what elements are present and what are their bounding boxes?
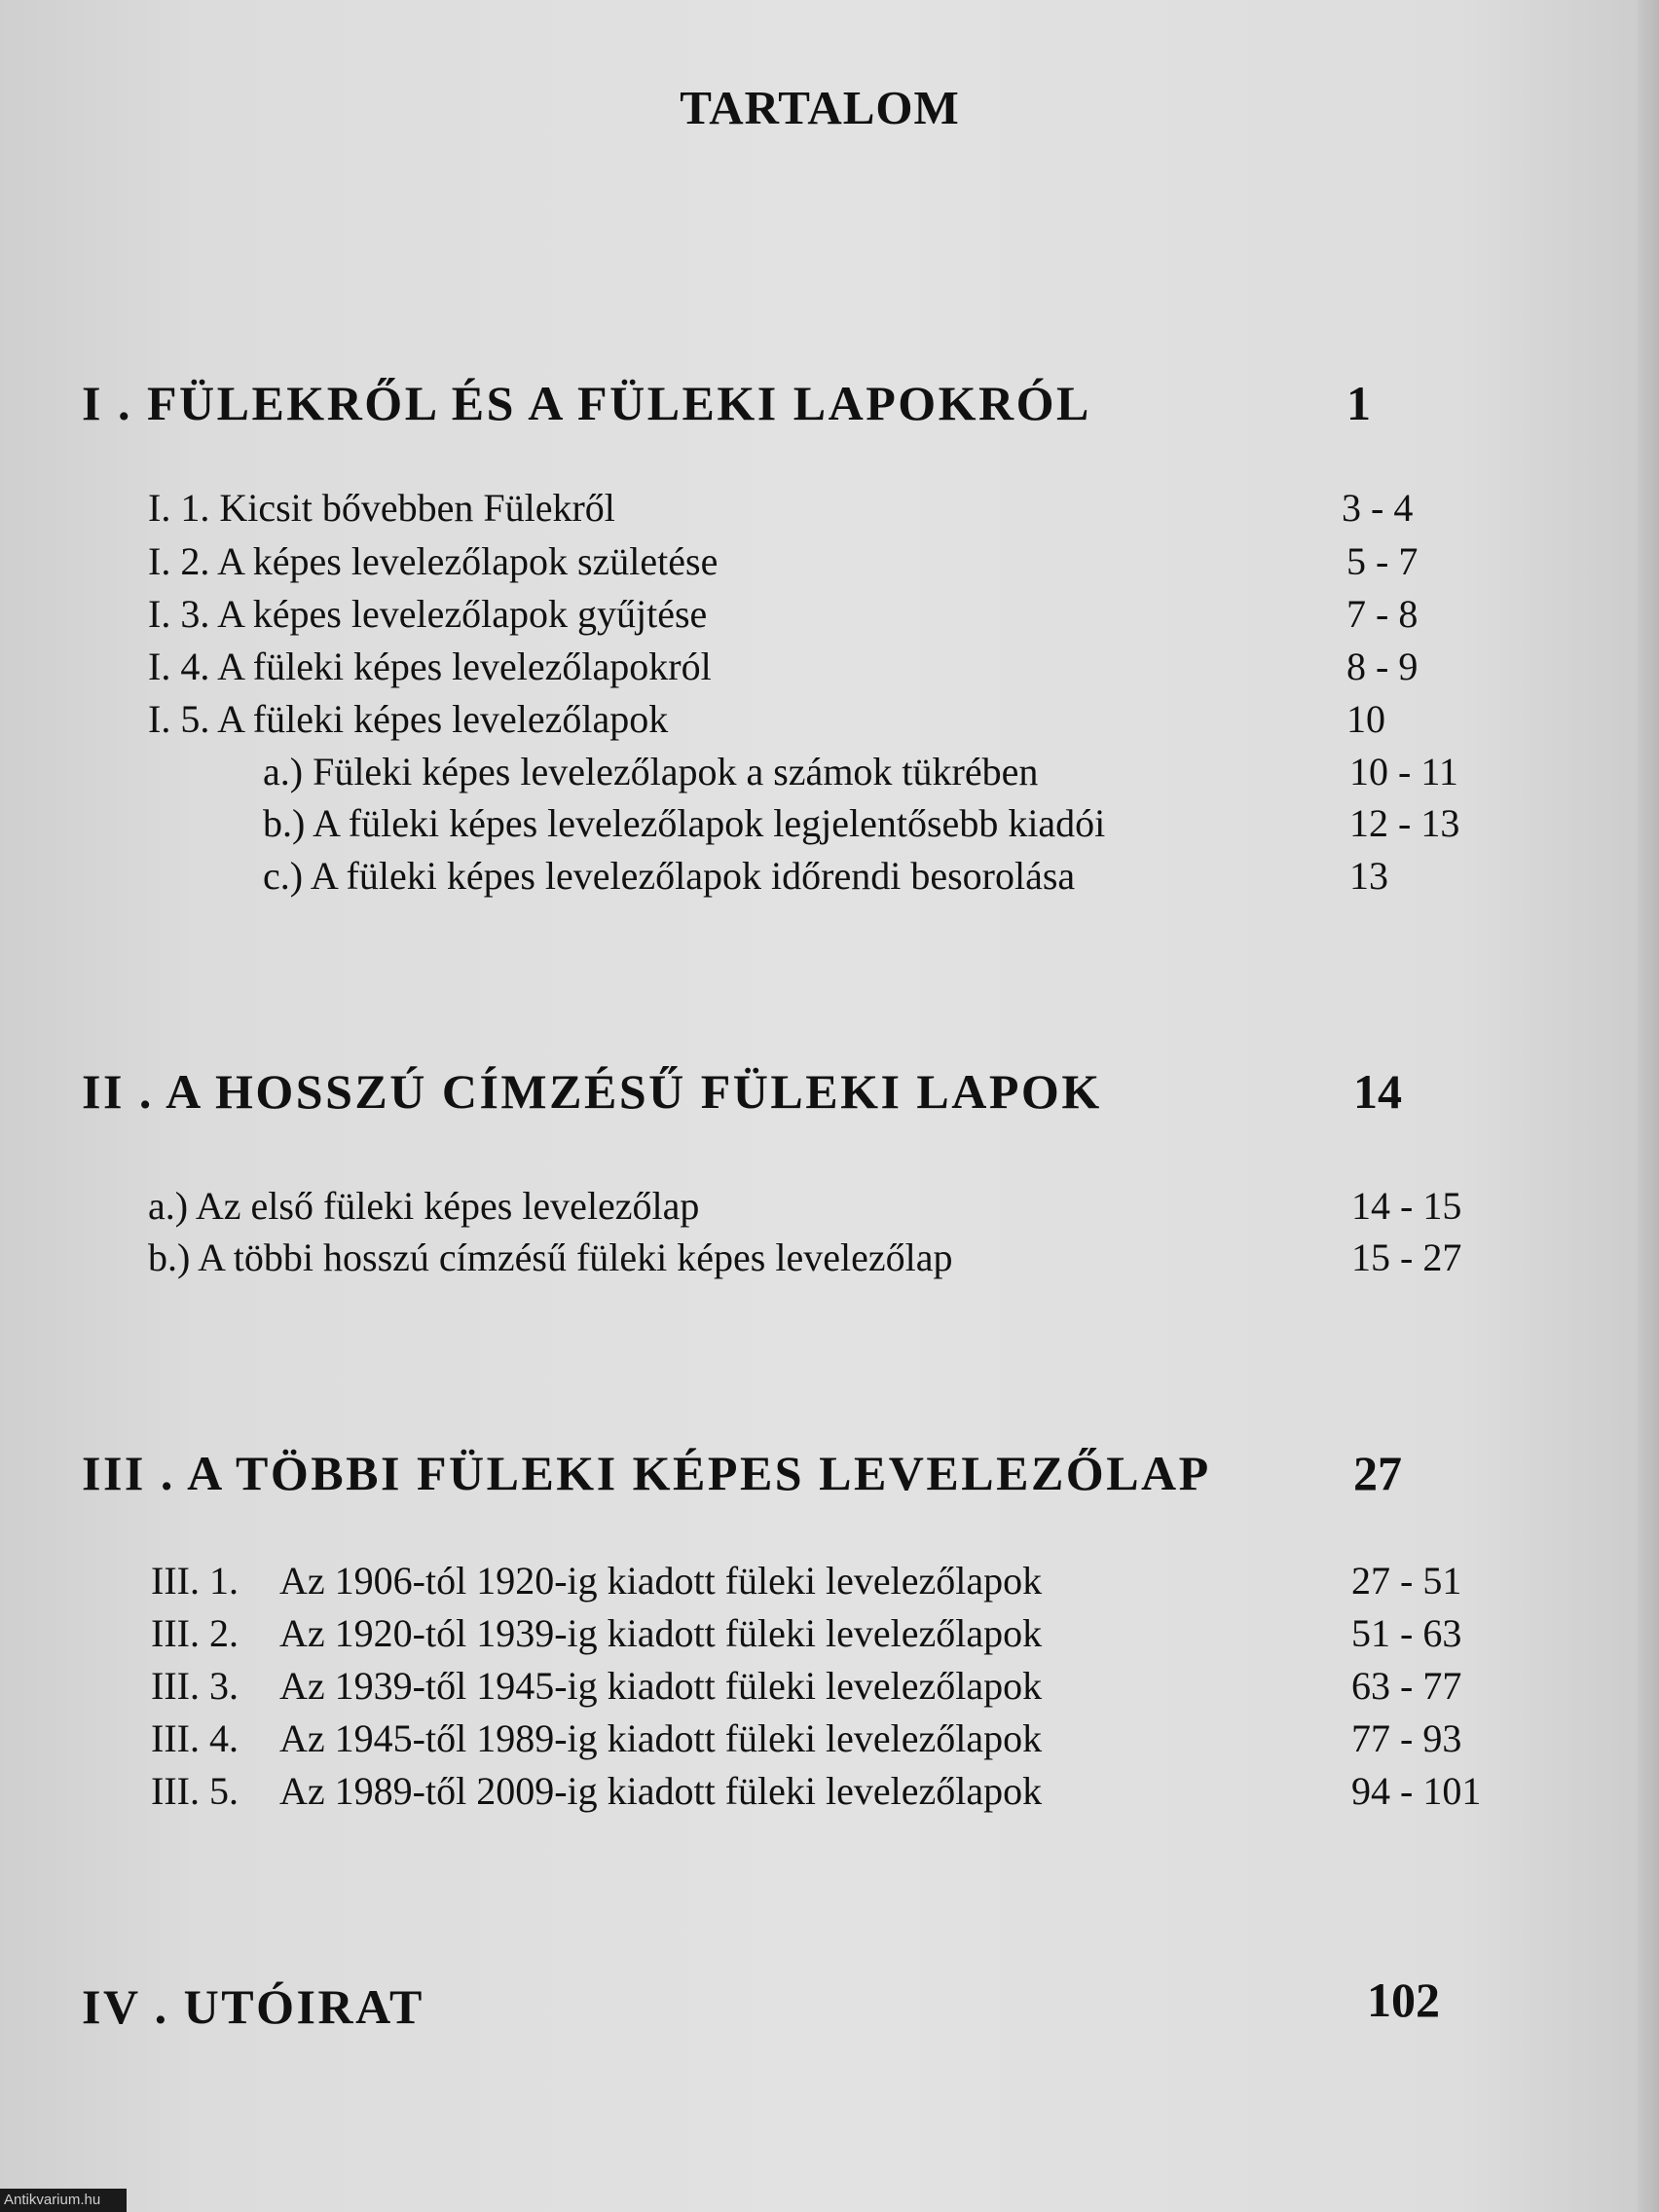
section-heading-4: IV . UTÓIRAT: [82, 1979, 424, 2034]
toc-entry-page: 77 - 93: [1351, 1716, 1462, 1760]
section-page-3: 27: [1353, 1446, 1402, 1500]
toc-entry-number: III. 4.: [151, 1716, 239, 1760]
toc-subentry: b.) A füleki képes levelezőlapok legjelentősebb kiadói: [263, 801, 1106, 845]
toc-entry-page: 10: [1346, 697, 1385, 741]
toc-entry-text: Az 1939-től 1945-ig kiadott füleki levelezőlapok: [279, 1664, 1043, 1708]
toc-entry-number: III. 1.: [151, 1559, 239, 1603]
section-page-2: 14: [1353, 1064, 1402, 1119]
section-heading-3: III . A TÖBBI FÜLEKI KÉPES LEVELEZŐLAP: [82, 1446, 1211, 1500]
toc-entry-page: 94 - 101: [1351, 1769, 1482, 1813]
toc-entry: [151, 1715, 1042, 1761]
toc-entry: [151, 1610, 1042, 1656]
toc-subentry: a.) Füleki képes levelezőlapok a számok tükrében: [263, 750, 1039, 793]
toc-entry: [151, 1558, 1042, 1604]
toc-entry-text: Az 1906-tól 1920-ig kiadott füleki levelezőlapok: [279, 1559, 1043, 1603]
toc-entry-page: 8 - 9: [1346, 645, 1419, 688]
toc-entry-text: Az 1945-től 1989-ig kiadott füleki levelezőlapok: [279, 1716, 1043, 1760]
watermark: Antikvarium.hu: [0, 2189, 127, 2212]
toc-subentry: c.) A füleki képes levelezőlapok időrendi besorolása: [263, 854, 1076, 898]
toc-entry-page: 12 - 13: [1349, 801, 1460, 845]
section-page-1: 1: [1346, 376, 1371, 430]
section-heading-1: I . FÜLEKRŐL ÉS A FÜLEKI LAPOKRÓL: [82, 376, 1091, 430]
section-heading-2: II . A HOSSZÚ CÍMZÉSŰ FÜLEKI LAPOK: [82, 1064, 1102, 1119]
toc-entry-text: Az 1989-től 2009-ig kiadott füleki levelezőlapok: [279, 1769, 1043, 1813]
toc-entry: I. 2. A képes levelezőlapok születése: [148, 539, 719, 583]
toc-entry-number: III. 5.: [151, 1769, 239, 1813]
toc-entry-number: III. 2.: [151, 1611, 239, 1655]
toc-entry: I. 1. Kicsit bővebben Fülekről: [148, 486, 615, 530]
toc-entry: I. 5. A füleki képes levelezőlapok: [148, 697, 669, 741]
toc-entry-page: 5 - 7: [1346, 539, 1419, 583]
toc-entry: I. 3. A képes levelezőlapok gyűjtése: [148, 592, 708, 636]
toc-entry: I. 4. A füleki képes levelezőlapokról: [148, 645, 712, 688]
toc-entry-number: III. 3.: [151, 1664, 239, 1708]
toc-entry: a.) Az első füleki képes levelezőlap: [148, 1184, 700, 1228]
toc-entry-page: 51 - 63: [1351, 1611, 1462, 1655]
toc-entry: [151, 1768, 1042, 1814]
toc-entry-text: Az 1920-tól 1939-ig kiadott füleki levelezőlapok: [279, 1611, 1043, 1655]
section-page-4: 102: [1367, 1972, 1440, 2027]
toc-entry-page: 7 - 8: [1346, 592, 1419, 636]
page-edge: [1638, 0, 1659, 2212]
toc-entry-page: 15 - 27: [1351, 1235, 1462, 1279]
toc-entry-page: 13: [1349, 854, 1388, 898]
toc-entry: b.) A többi hosszú címzésű füleki képes levelezőlap: [148, 1235, 953, 1279]
toc-entry-page: 10 - 11: [1349, 750, 1458, 793]
page-title: TARTALOM: [680, 81, 960, 134]
toc-entry: [151, 1663, 1042, 1709]
toc-entry-page: 14 - 15: [1351, 1184, 1462, 1228]
toc-entry-page: 3 - 4: [1342, 486, 1414, 530]
toc-entry-page: 63 - 77: [1351, 1664, 1462, 1708]
toc-entry-page: 27 - 51: [1351, 1559, 1462, 1603]
